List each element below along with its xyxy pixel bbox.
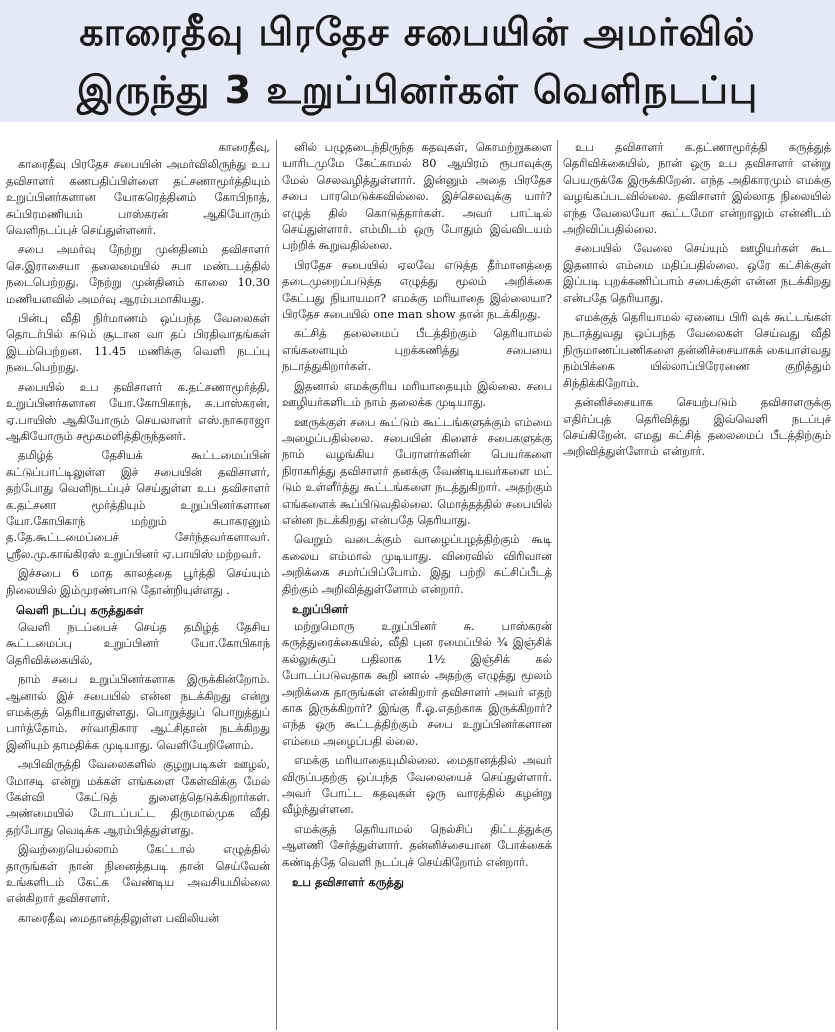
- paragraph: மற்றுமொரு உறுப்பினர் சு. பாஸ்கரன் கருத்துரைக்கையில், வீதி புன ரமைப்பில் ¾ இஞ்சிக் கல்லுக்குப் பதிலாக 1½ இஞ்சிக் கல் போடப்படுவதாக கூறி னால் அதற்கு எழுத்து மூலம் அறிக்கை தாருங்கள் என்கிறார் தவிசாளர் அவர் எதற் காக இருக்கிறார்? இங்கு ரீ.ஓ.எதற்காக இருக்கிறார்? எந்த ஒரு கூட்டத்திற்கும் சபை உறுப்பினர்களான எம்மை அழைப்பதி ல்லை.: [282, 619, 552, 748]
- section-heading: உப தவிசாளர் கருத்து: [292, 875, 404, 890]
- column-divider: [276, 140, 277, 1030]
- paragraph: வெறும் வடைக்கும் வாழைப்பழத்திற்கும் கூடி கலைய எம்மால் முடியாது. விரைவில் விரிவான அறிக்கை சமர்ப்பிப்போம். இது பற்றி கட்சிப்பீடத் திற்கும் அறிவித்துள்ளோம் என்றார்.: [282, 533, 552, 596]
- paragraph: எமக்குத் தெரியாமல் நெல்சிப் திட்டத்துக்கு ஆளணி சேர்த்துள்ளார். தன்னிச்சையான போக்கைக் கண்டித்தே வெளி நடப்புச் செய்கிறோம் என்றார்.: [282, 822, 552, 869]
- paragraph: எமக்குத் தெரியாமல் ஏனைய பிரி வுக் கூட்டங்கள் நடாத்துவது ஒப்பந்த வேலைகள் செய்வது வீதி நிருமாணப்பணிகளை தன்னிச்சையாகக் கையாள்வது நம்பிக்கை யில்லாப்பிரேரணை குறித்தும் சிந்திக்கிறோம்.: [563, 311, 831, 390]
- paragraph: இவற்றையெல்லாம் கேட்டால் எழுத்தில் தாருங்கள் நான் நினைத்தபடி தான் செய்வேன் உங்களிடம் கேட்க வேண்டிய அவசியமில்லை என்கிறார் தவிசாளர்.: [6, 843, 270, 906]
- paragraph: தமிழ்த் தேசியக் கூட்டமைப்பின் கட்டுப்பாட்டிலுள்ள இச் சபையின் தவிசாளர், தற்போது வெளிநடப்புச் செய்துள்ள உப தவிசாளர் க.தட்சனா மூர்த்தியும் உறுப்பினர்களான யோ.கோபிகாந் மற்றும் சுபாகரனும் த.தே.கூட்டமைப்பைச் சேர்ந்தவர்களாவர். ஸ்ரீல.மு.காங்கிரஸ் உறுப்பினர் ஏ.பாயிஸ் மற்றவர்.: [6, 449, 270, 561]
- paragraph: இச்சபை 6 மாத காலத்தை பூர்த்தி செய்யும் நிலையில் இம்முரண்பாடு தோன்றியுள்ளது .: [6, 567, 270, 597]
- headline-banner: [0, 0, 835, 122]
- paragraph: அபிவிருத்தி வேலைகளில் குழறுபடிகள் ஊழல், மோசடி என்று மக்கள் எங்களை கேள்விக்கு மேல் கேள்வி கேட்டுத் துளைத்தெடுக்கிறார்கள். அண்மையில் போடப்பட்ட திருமால்முக வீதி தற்போது வெடிக்க ஆரம்பித்துள்ளது.: [6, 758, 270, 837]
- paragraph: காரைதீவு மைதானத்திலுள்ள பவிலியன்: [18, 911, 220, 925]
- dateline: காரைதீவு,: [218, 141, 270, 154]
- paragraph: எமக்கு மரியாதையுமில்லை. மைதானத்தில் அவர் விருப்பதற்கு ஒப்பந்த வேலையைச் செய்துள்ளார். அவர் போட்ட கதவுகள் ஒரு வாரத்தில் கழன்று வீழ்ந்துள்ளன.: [282, 754, 552, 817]
- paragraph: ஊருக்குள் சபை கூட்டும் கூட்டங்களுக்கும் எம்மை அழைப்பதில்லை. சபையின் கிளைச் சபைகளுக்கு நாம் வழங்கிய பேராளர்களின் பெயர்களை நிராகரித்து தவிசாளர் தனக்கு வேண்டியவர்களை மட் டும் உள்ளீர்த்து கூட்டங்களை நடத்துகிறார். அதற்கும் எங்களைக் கூப்பிடுவதில்லை. மொத்தத்தில் சபையில் என்ன நடக்கிறது என்பதே தெரியாது.: [282, 415, 552, 527]
- article-column-2: [282, 140, 552, 1032]
- paragraph: காரைதீவு பிரதேச சபையின் அமர்விலிருந்து உப தவிசாளர் கணபதிப்பிள்ளை தட்சணாமூர்த்தியும் உறுப்பினர்களான யோகரெத்தினம் கோபிநாத், சுப்பிரமணியம் பாஸ்கரன் ஆகியோரும் வெளிநடப்புச் செய்துள்ளனர்.: [6, 158, 270, 238]
- article-column-1: [6, 140, 270, 1032]
- paragraph: தன்னிச்சையாக செயற்படும் தவிசாளருக்கு எதிர்ப்புத் தெரிவித்து இவ்வெளி நடப்புச் செய்கிறேன். எமது கட்சித் தலைமைப் பீடத்திற்கும் அறிவித்துள்ளோம் என்றார்.: [563, 396, 831, 459]
- section-heading: உறுப்பினர்: [292, 601, 349, 616]
- headline-line-2: இருந்து 3 உறுப்பினர்கள் வெளிநடப்பு: [76, 68, 759, 112]
- paragraph: சபையில் உப தவிசாளர் க.தட்சணாமூர்த்தி, உறுப்பினர்களான யோ.கோபிகாந், சு.பாஸ்கரன், ஏ.பாயிஸ் ஆகியோரும் செயலாளர் எஸ்.நாகராஜா ஆகியோரும் சமூகமளித்திருந்தனர்.: [6, 380, 270, 443]
- paragraph: நாம் சபை உறுப்பினர்களாக இருக்கின்றோம். ஆனால் இச் சபையில் என்ன நடக்கிறது என்று எமக்குத் தெரியாதுள்ளது. பொறுத்துப் பொறுத்துப் பார்த்தோம். சர்வாதிகார ஆட்சிதான் நடக்கிறது இனியும் தாமதிக்க முடியாது. வெளியேறினோம்.: [6, 673, 270, 752]
- section-heading: வெளி நடப்பு கருத்துகள்: [16, 602, 144, 617]
- paragraph: சபையில் வேலை செய்யும் ஊழியர்கள் கூட இதனால் எம்மை மதிப்பதில்லை. ஒரே கட்சிக்குள் இப்படி புறக்கணிப்பாம் சபைக்குள் என்ன நடக்கிறது என்பதே தெரியாது.: [563, 242, 831, 305]
- paragraph: வெளி நடப்பைச் செய்த தமிழ்த் தேசிய கூட்டமைப்பு உறுப்பினர் யோ.கோபிகாந் தெரிவிக்கையில்,: [6, 620, 270, 667]
- article-column-3: [563, 140, 831, 1032]
- column-1-body: [6, 157, 270, 927]
- paragraph: பின்பு வீதி நிர்மாணம் ஒப்பந்த வேலைகள் தொடர்பில் கடும் சூடான வா தப் பிரதிவாதங்கள் இடம்பெற்றன. 11.45 மணிக்கு வெளி நடப்பு நடைபெற்றது.: [6, 312, 270, 375]
- column-divider: [557, 140, 558, 1030]
- paragraph: இதனால் எமக்குரிய மரியாதையும் இல்லை. சபை ஊழியர்களிடம் நாம் தலைக்க முடியாது.: [282, 379, 552, 410]
- paragraph: னில் பழுதடைந்திருந்த கதவுகள், கொமற்றுகளை யாரிடமுமே கேட்காமல் 80 ஆயிரம் ரூபாவுக்கு மேல் செலவழித்துள்ளார். இன்னும் அதை பிரதேச சபை பாரமெடுக்கவில்லை. இச்செலவுக்கு யார்? எழுத் தில் கொடுத்தார்கள். அவர் பாட்டில் செய்துள்ளார். எம்மிடம் ஒரு போதும் இவ்விடயம் பற்றிக் கூறுவதில்லை.: [282, 141, 552, 253]
- headline-line-1: காரைதீவு பிரதேச சபையின் அமர்வில்: [79, 10, 756, 54]
- column-3-body: [563, 140, 831, 461]
- paragraph: உப தவிசாளர் க.தட்ணாமூர்த்தி கருத்துத் தெரிவிக்கையில், நான் ஒரு உப தவிசாளர் என்று பெயருக்கே இருக்கிறேன். எந்த அதிகாரமும் எமக்கு வழங்கப்படவில்லை. தவிசாளர் இல்லாத நிலையில் எந்த வேலையோ கூட்டமோ என்றாலும் என்னிடம் அறிவிப்பதில்லை.: [563, 141, 831, 237]
- column-2-body: [282, 140, 552, 890]
- paragraph: கட்சித் தலைமைப் பீடத்திற்கும் தெரியாமல் எங்களையும் புறக்கணித்து சபையை நடாத்துகிறார்கள்.: [282, 327, 552, 374]
- paragraph: சபை அமர்வு நேற்று முன்தினம் தவிசாளர் செ.இராசையா தலைமையில் சபா மண்டபத்தில் நடைபெற்றது. நேற்று முன்தினம் காலை 10.30 மணியளவில் அமர்வு ஆரம்பமாகியது.: [6, 243, 270, 306]
- paragraph: பிரதேச சபையில் ஏலவே எடுத்த தீர்மானத்தை தடைமுறைப்படுத்த எழுத்து மூலம் அறிக்கை கேட்பது நியாயமா? எமக்கு மரியாதை இல்லையா? பிரதேச சபையில் one man show தான் நடக்கிறது.: [282, 258, 552, 322]
